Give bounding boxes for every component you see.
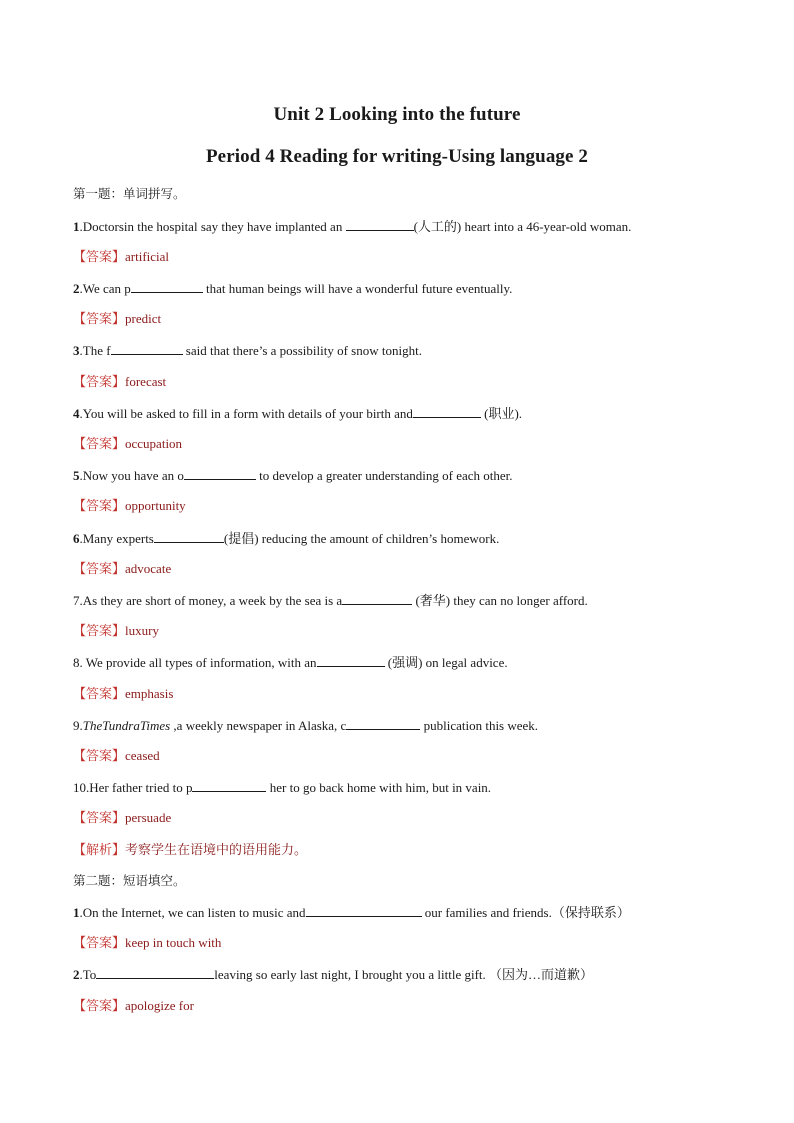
section-heading-1: 第一题：单词拼写。 — [73, 186, 186, 201]
page-subtitle: Period 4 Reading for writing-Using language 2 — [205, 146, 589, 167]
answer-9: 【答案】ceased — [73, 748, 160, 763]
answer-blank — [154, 530, 224, 543]
phrase-answer-1: 【答案】keep in touch with — [73, 935, 222, 950]
answer-blank — [346, 717, 420, 730]
answer-6: 【答案】advocate — [73, 561, 172, 576]
answer-blank — [342, 592, 412, 605]
question-3: 3.The f said that there’s a possibility of snow tonight. — [73, 343, 422, 358]
question-10: 10.Her father tried to p her to go back home with him, but in vain. — [73, 780, 492, 795]
answer-blank — [131, 280, 203, 293]
question-1: 1.Doctorsin the hospital say they have implanted an (人工的) heart into a 46-year-old woman. — [73, 219, 632, 234]
answer-8: 【答案】emphasis — [73, 686, 174, 701]
answer-blank — [192, 779, 266, 792]
question-2: 2.We can p that human beings will have a wonderful future eventually. — [73, 281, 513, 296]
question-7: 7.As they are short of money, a week by the sea is a (奢华) they can no longer afford. — [73, 593, 588, 608]
section-heading-2: 第二题：短语填空。 — [73, 873, 186, 888]
question-5: 5.Now you have an o to develop a greater understanding of each other. — [73, 468, 513, 483]
answer-blank — [96, 966, 214, 979]
answer-3: 【答案】forecast — [73, 374, 167, 389]
answer-blank — [306, 904, 422, 917]
phrase-answer-2: 【答案】apologize for — [73, 998, 194, 1013]
answer-blank — [184, 467, 256, 480]
page-title: Unit 2 Looking into the future — [273, 104, 521, 125]
analysis: 【解析】考察学生在语境中的语用能力。 — [73, 842, 308, 857]
answer-1: 【答案】artificial — [73, 249, 170, 264]
answer-7: 【答案】luxury — [73, 623, 159, 638]
question-6: 6.Many experts (提倡) reducing the amount of children’s homework. — [73, 531, 500, 546]
answer-4: 【答案】occupation — [73, 436, 183, 451]
answer-blank — [346, 218, 414, 231]
answer-10: 【答案】persuade — [73, 810, 172, 825]
answer-5: 【答案】opportunity — [73, 498, 186, 513]
answer-blank — [413, 405, 481, 418]
answer-blank — [317, 654, 385, 667]
question-8: 8. We provide all types of information, with an (强调) on legal advice. — [73, 655, 508, 670]
phrase-question-1: 1.On the Internet, we can listen to music and our families and friends.（保持联系） — [73, 905, 630, 920]
phrase-question-2: 2.To leaving so early last night, I brought you a little gift. （因为…而道歉） — [73, 967, 594, 982]
question-4: 4.You will be asked to fill in a form with details of your birth and (职业). — [73, 406, 523, 421]
answer-2: 【答案】predict — [73, 311, 162, 326]
question-9: 9.TheTundraTimes ,a weekly newspaper in Alaska, c publication this week. — [73, 718, 539, 733]
answer-blank — [111, 342, 183, 355]
